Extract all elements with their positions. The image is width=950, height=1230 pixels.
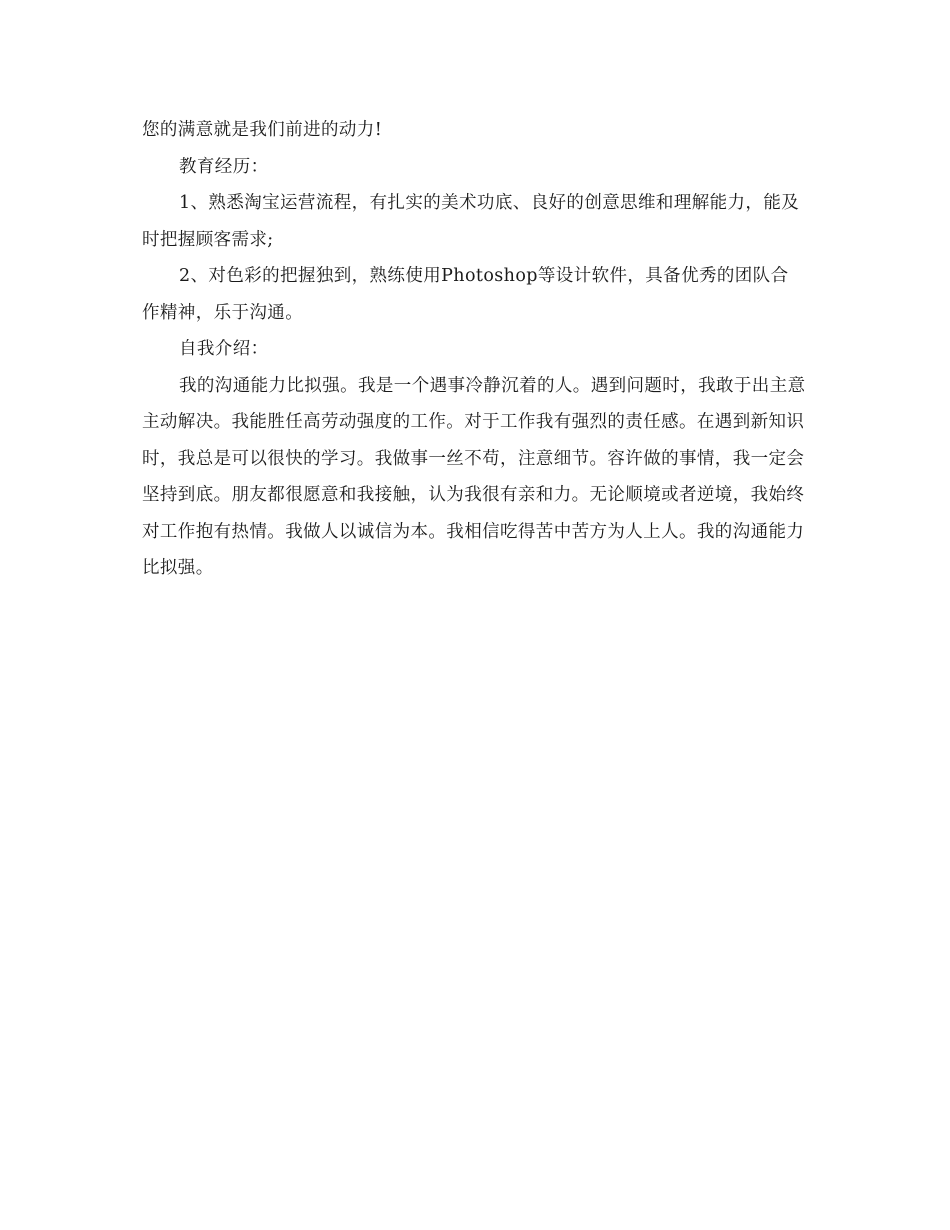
closing-line: 您的满意就是我们前进的动力! [142, 120, 383, 140]
section-heading-education: 教育经历： [179, 156, 269, 177]
education-item-2: 2、对色彩的把握独到，熟练使用Photoshop等设计软件，具备优秀的团队合作精神，乐于沟通。 [142, 266, 789, 323]
section-heading-self-intro: 自我介绍： [179, 339, 269, 359]
self-intro-paragraph: 我的沟通能力比拟强。我是一个遇事冷静沉着的人。遇到问题时，我敢于出主意主动解决。我能胜任高劳动强度的工作。对于工作我有强烈的责任感。在遇到新知识时，我总是可以很快的学习。我做事一丝不苟，注意细节。容许做的事情，我一定会坚持到底。朋友都很愿意和我接触，认为我很有亲和力。无论顺境或者逆境，我始终对工作抱有热情。我做人以诚信为本。我相信吃得苦中苦方为人上人。我的沟通能力比拟强。 [142, 375, 806, 578]
document-body [142, 112, 806, 587]
education-item-1: 1、熟悉淘宝运营流程，有扎实的美术功底、良好的创意思维和理解能力，能及时把握顾客需求; [142, 193, 800, 250]
